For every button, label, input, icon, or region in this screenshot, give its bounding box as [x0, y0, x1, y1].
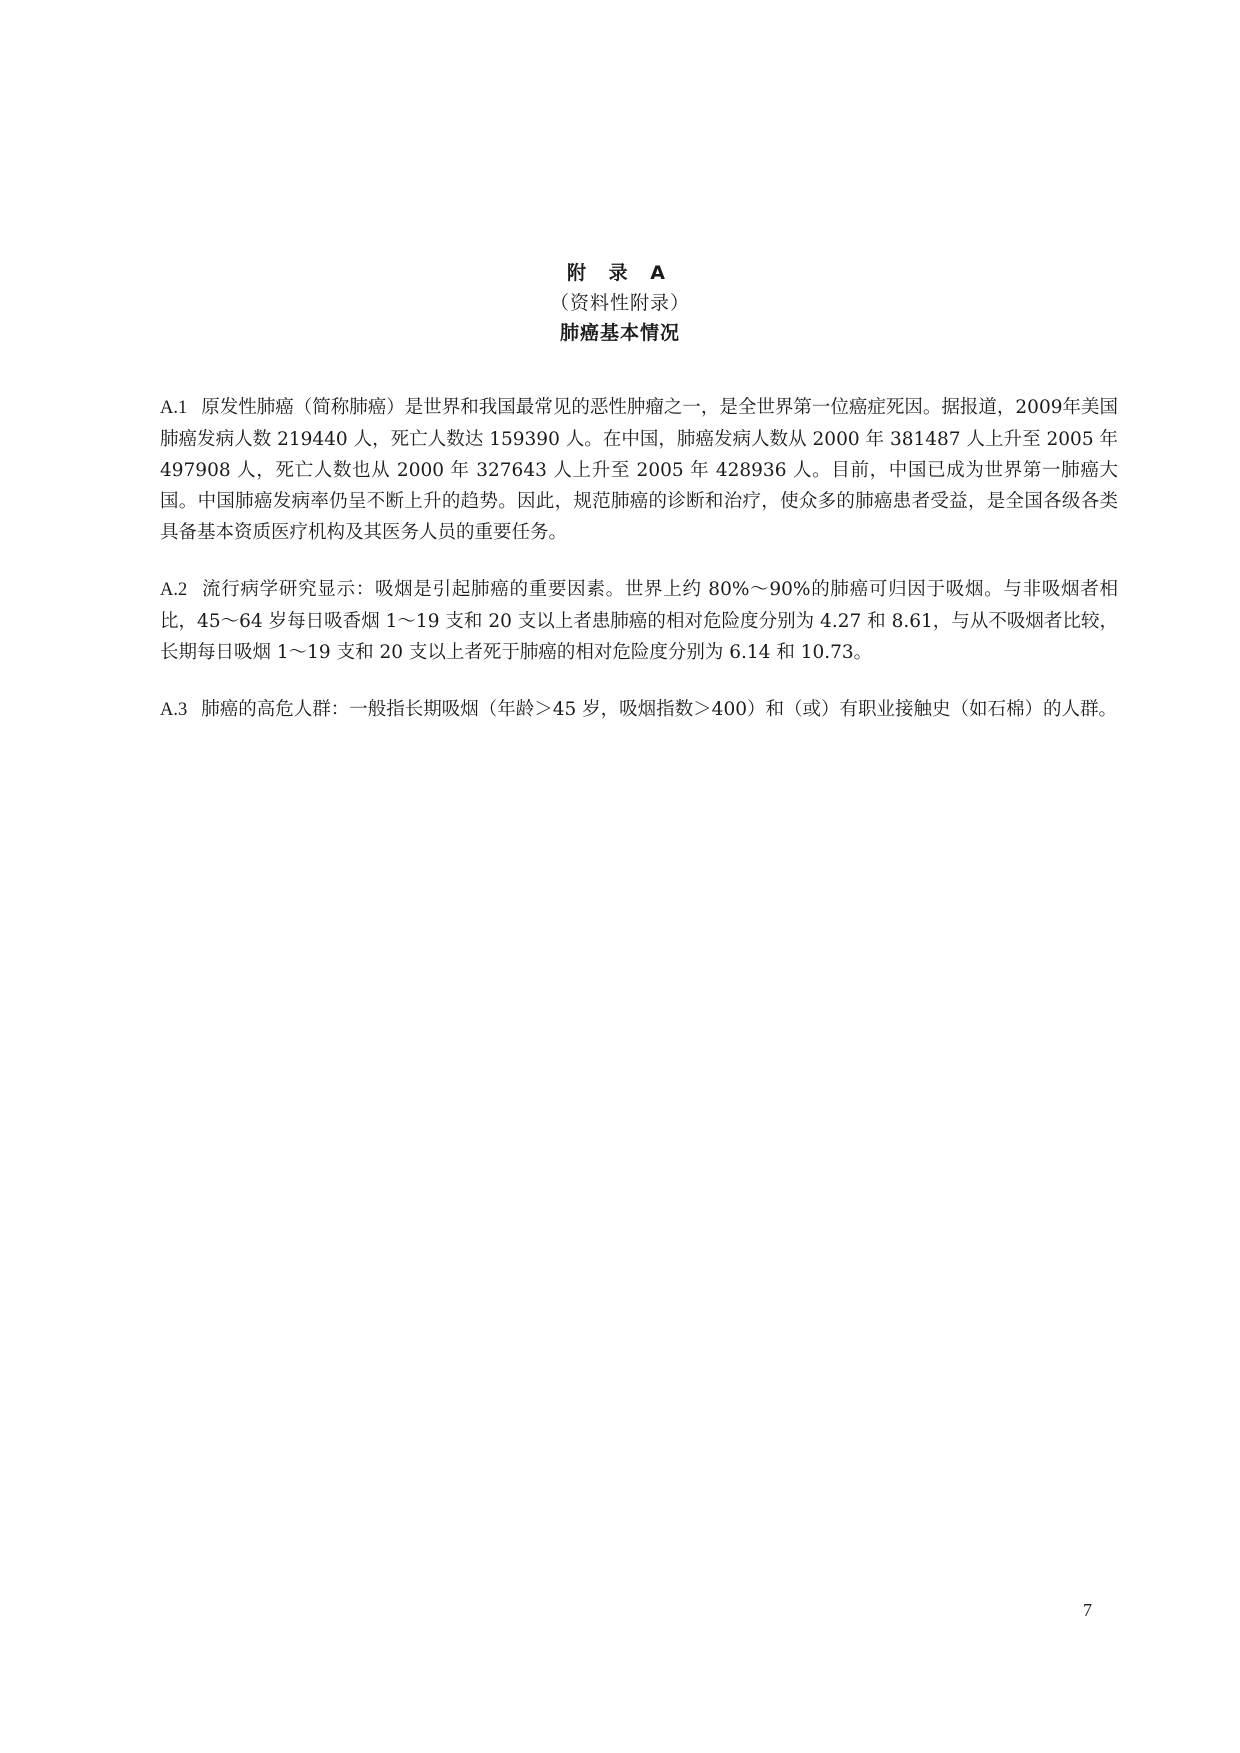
section-text: 肺癌的高危人群：一般指长期吸烟（年龄＞45 岁，吸烟指数＞400）和（或）有职业接触史（如石棉）的人群。 [201, 699, 1117, 720]
section-a1 [160, 392, 1118, 548]
page-number: 7 [1083, 1600, 1092, 1620]
section-text: 流行病学研究显示：吸烟是引起肺癌的重要因素。世界上约 80%～90%的肺癌可归因于吸烟。与非吸烟者相比，45～64 岁每日吸香烟 1～19 支和 20 支以上者患肺癌的相对危险度分别为 4.27 和 8.61，与从不吸烟者比较，长期每日吸烟 1～19 支和 20 支以上者死于肺癌的相对危险度分别为 6.14 和 10.73。 [160, 579, 1118, 663]
section-number: A.2 [160, 580, 188, 600]
section-number: A.1 [160, 398, 188, 418]
appendix-type: （资料性附录） [549, 292, 690, 314]
appendix-title: 肺癌基本情况 [559, 322, 680, 344]
section-number: A.3 [160, 700, 188, 720]
section-a2 [160, 574, 1118, 668]
appendix-label: 附 录 A [567, 262, 673, 284]
appendix-header [0, 258, 1240, 348]
section-text: 原发性肺癌（简称肺癌）是世界和我国最常见的恶性肿瘤之一，是全世界第一位癌症死因。据报道，2009年美国肺癌发病人数 219440 人，死亡人数达 159390 人。在中国，肺癌发病人数从 2000 年 381487 人上升至 2005 年 497908 人，死亡人数也从 2000 年 327643 人上升至 2005 年 428936 人。目前，中国已成为世界第一肺癌大国。中国肺癌发病率仍呈不断上升的趋势。因此，规范肺癌的诊断和治疗，使众多的肺癌患者受益，是全国各级各类具备基本资质医疗机构及其医务人员的重要任务。 [160, 397, 1118, 543]
document-body [160, 392, 1118, 752]
section-a3 [160, 694, 1118, 726]
